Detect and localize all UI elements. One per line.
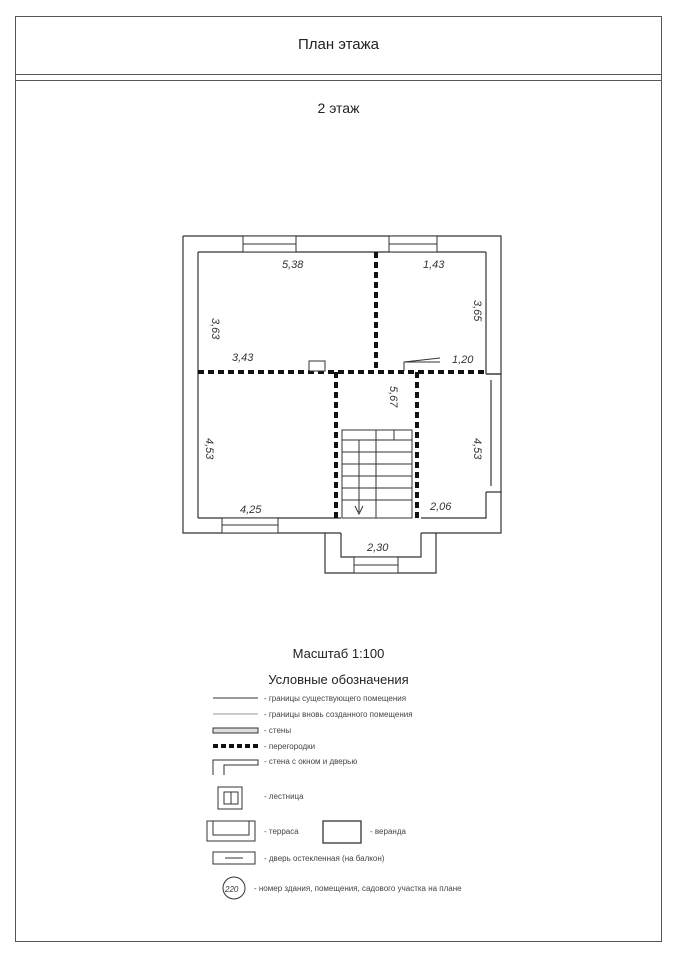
dim-partition-left: 3,43 [232,352,254,364]
dim-top-right-height: 3,65 [471,300,483,322]
windows [222,236,437,573]
stairs [342,430,412,518]
legend-circle-number: 220 [225,885,239,894]
dim-top-left-height: 3,63 [209,318,221,340]
dim-bottom-right-height: 4,53 [471,438,483,460]
dim-top-left-width: 5,38 [282,259,304,271]
dim-bottom-right-width: 2,06 [430,501,452,513]
dim-top-right-width: 1,43 [423,259,445,271]
dim-partition-right: 1,20 [452,354,474,366]
legend-number-label: - номер здания, помещения, садового участка на плане [254,884,462,893]
legend-wall-window-door: - стена с окном и дверью [264,757,358,766]
legend-walls: - стены [264,726,292,735]
dim-hall-height: 5,67 [387,386,399,408]
legend-terrace: - терраса [264,827,299,836]
scale-label: Масштаб 1:100 [292,646,385,661]
floor-label: 2 этаж [317,100,360,116]
legend-glazed-door: - дверь остекленная (на балкон) [264,854,385,863]
page-title: План этажа [297,36,380,53]
dim-bottom-left-width: 4,25 [240,504,262,516]
dim-bottom-left-height: 4,53 [203,438,215,460]
dim-balcony-width: 2,30 [367,542,389,554]
legend-partitions: - перегородки [264,742,316,751]
legend-stairs: - лестница [264,792,304,801]
legend-veranda: - веранда [370,827,406,836]
legend-existing-boundary: - границы существующего помещения [264,694,407,703]
legend-title: Условные обозначения [268,672,409,687]
legend-new-boundary: - границы вновь созданного помещения [264,710,413,719]
